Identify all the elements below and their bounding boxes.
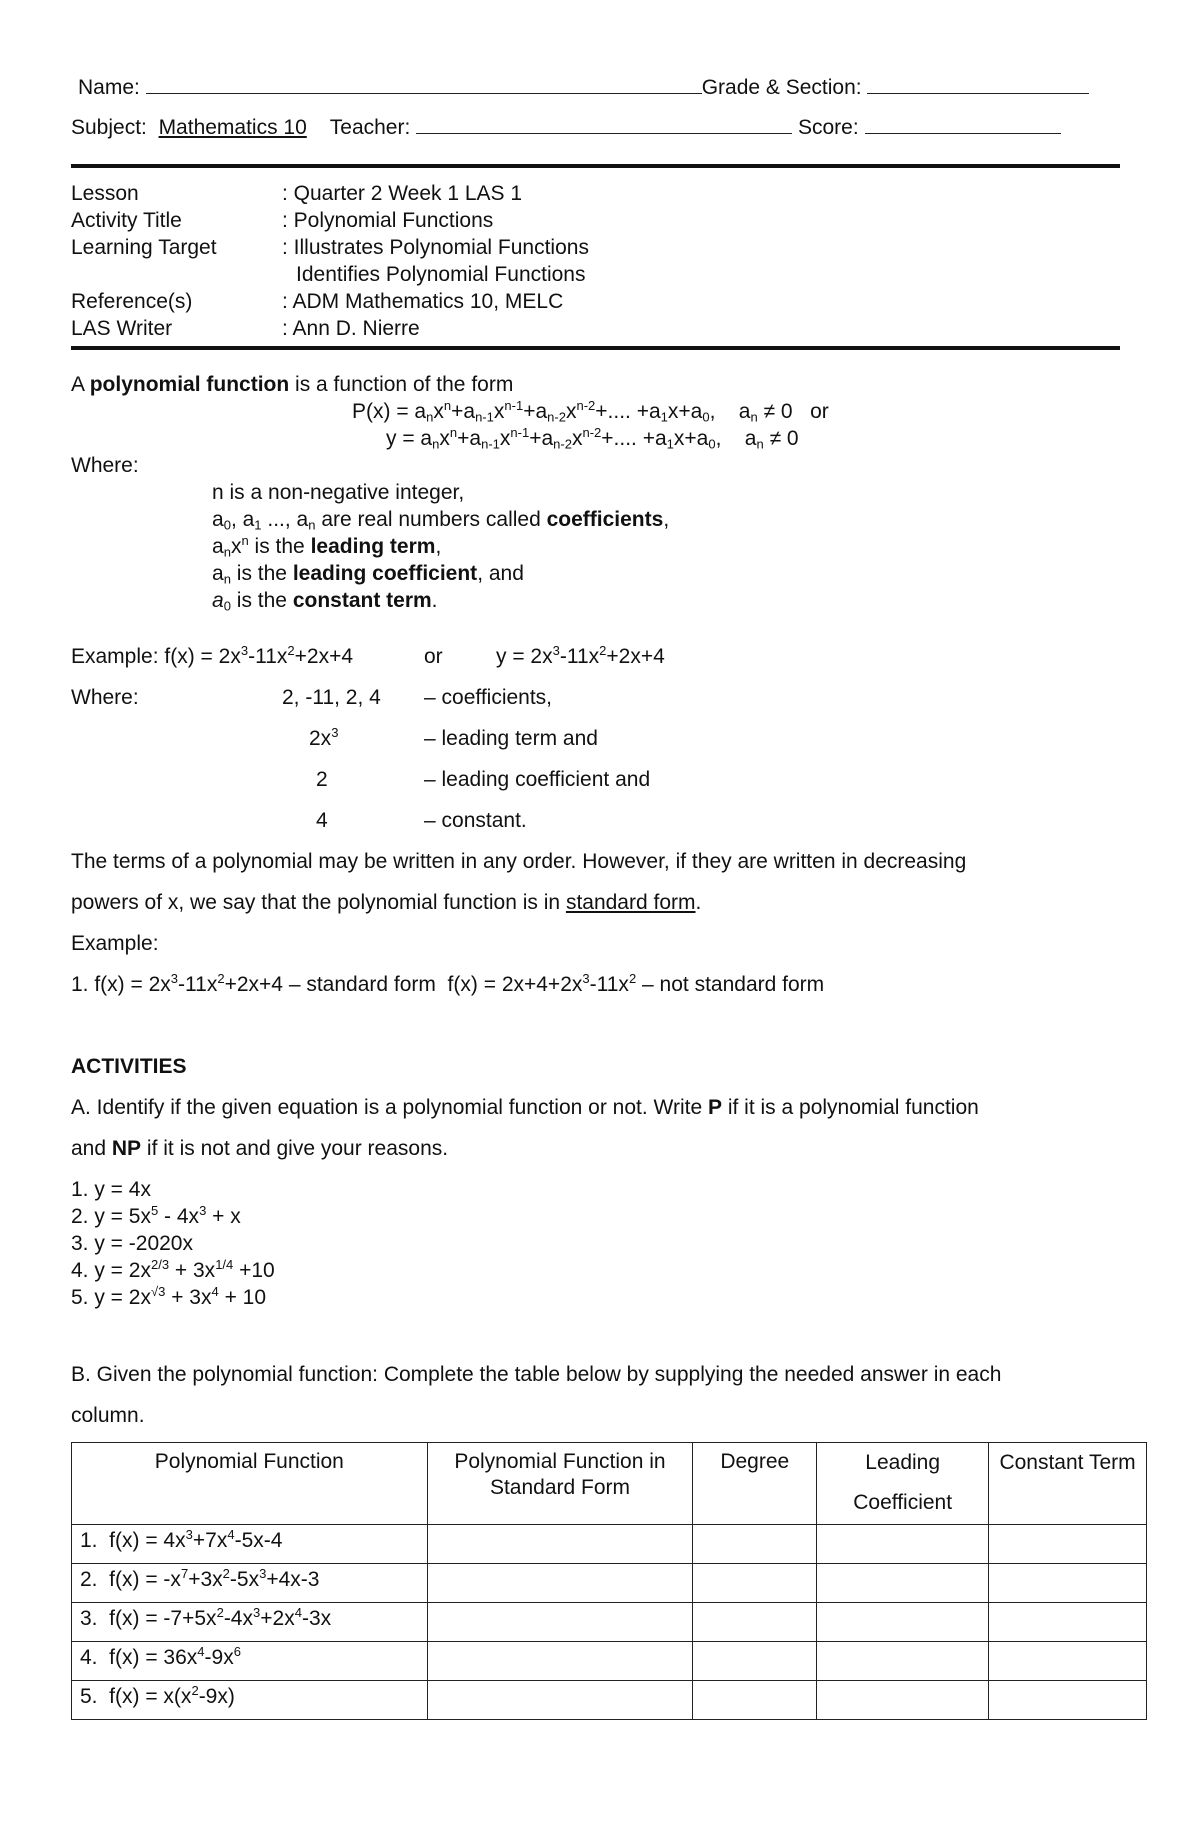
answer-cell[interactable]: [693, 1564, 817, 1603]
example-lead-term: $2x^3$: [309, 724, 339, 750]
grade-section-label: Grade & Section:: [701, 76, 862, 99]
table-row: [72, 1642, 1147, 1681]
general-form-1: $P(x) = a_nx^n+a_{n-1}x^{n-1}+a_{n-2}x^{n-2}+$.... $+a_1x+a_0$, $a_n \ne 0$ or: [352, 397, 829, 425]
table-row: [72, 1603, 1147, 1642]
activity-b-line-1: B. Given the polynomial function: Complete the table below by supplying the needed answer in each: [71, 1363, 1002, 1386]
subject-label: Subject:: [71, 116, 147, 139]
standard-form-para-2: powers of x, we say that the polynomial function is in standard form.: [71, 891, 702, 914]
info-value: : Illustrates Polynomial Functions: [282, 236, 589, 259]
score-label: Score:: [798, 116, 859, 139]
activity-b-line-2: column.: [71, 1404, 145, 1427]
name-label: Name:: [78, 76, 140, 99]
term-polynomial-function: polynomial function: [89, 373, 290, 396]
answer-cell[interactable]: [427, 1603, 693, 1642]
answer-cell[interactable]: [817, 1603, 989, 1642]
name-field[interactable]: [146, 75, 702, 94]
grade-section-field[interactable]: [867, 75, 1089, 94]
example-lead-coef-desc: – leading coefficient and: [424, 768, 651, 791]
answer-cell[interactable]: [989, 1525, 1147, 1564]
header-polynomial-function: Polynomial Function: [72, 1443, 428, 1525]
answer-cell[interactable]: [817, 1681, 989, 1720]
answer-cell[interactable]: [989, 1681, 1147, 1720]
table-row: [72, 1681, 1147, 1720]
example-const-desc: – constant.: [424, 809, 527, 832]
name-row: [78, 75, 1089, 98]
answer-cell[interactable]: [817, 1525, 989, 1564]
answer-cell[interactable]: [989, 1603, 1147, 1642]
function-cell: 1. $f(x) = 4x^3+7x^4-5x-4$: [72, 1525, 428, 1564]
info-label: Lesson: [71, 182, 139, 205]
where-label: Where:: [71, 454, 139, 477]
answer-cell[interactable]: [989, 1564, 1147, 1603]
example-where-label: Where:: [71, 686, 139, 709]
info-label: Learning Target: [71, 236, 217, 259]
answer-cell[interactable]: [693, 1525, 817, 1564]
answer-cell[interactable]: [693, 1681, 817, 1720]
info-value: : ADM Mathematics 10, MELC: [282, 290, 564, 313]
def-leading-coefficient: $a_n$ is the leading coefficient, and: [212, 562, 524, 587]
activity-a-item: 1. y = 4x: [71, 1178, 151, 1201]
example-equation: Example: $f(x) = 2x^3-11x^2+2x+4$: [71, 642, 354, 668]
table-header-row: [72, 1443, 1147, 1525]
teacher-field[interactable]: [416, 115, 792, 134]
info-value: : Polynomial Functions: [282, 209, 494, 232]
activity-a-line-2: and NP if it is not and give your reasons.: [71, 1137, 449, 1160]
info-value: : Ann D. Nierre: [282, 317, 420, 340]
info-label: Reference(s): [71, 290, 193, 313]
header-standard-form: Polynomial Function in Standard Form: [427, 1443, 693, 1525]
info-value: : Quarter 2 Week 1 LAS 1: [282, 182, 523, 205]
header-degree: Degree: [693, 1443, 817, 1525]
answer-cell[interactable]: [427, 1681, 693, 1720]
teacher-label: Teacher:: [329, 116, 411, 139]
table-row: [72, 1525, 1147, 1564]
activities-title: ACTIVITIES: [71, 1055, 187, 1078]
activity-a-item: 5. $y = 2x^{√3} + 3x^4 + 10$: [71, 1283, 267, 1309]
activity-b-table: [71, 1442, 1147, 1720]
function-cell: 5. $f(x) = x(x^2-9x)$: [72, 1681, 428, 1720]
example-lead-desc: – leading term and: [424, 727, 598, 750]
activity-a-item: 3. y = -2020x: [71, 1232, 193, 1255]
example-coef-desc: – coefficients,: [424, 686, 553, 709]
activity-a-item: 4. $y = 2x^{2/3} + 3x^{1/4} +10$: [71, 1256, 275, 1282]
function-cell: 2. $f(x) = -x^7+3x^2-5x^3+4x-3$: [72, 1564, 428, 1603]
header-constant-term: Constant Term: [989, 1443, 1147, 1525]
definition-intro: A polynomial function is a function of the form: [71, 373, 514, 396]
top-divider: [71, 164, 1120, 168]
example-coef-values: 2, -11, 2, 4: [282, 686, 381, 709]
answer-cell[interactable]: [693, 1642, 817, 1681]
example-lead-coef-value: 2: [316, 768, 328, 791]
general-form-2: $y = a_nx^n+a_{n-1}x^{n-1}+a_{n-2}x^{n-2}+$.... $+a_1x+a_0$, $a_n \ne 0$: [386, 424, 799, 452]
example2-label: Example:: [71, 932, 159, 955]
example-const-value: 4: [316, 809, 328, 832]
answer-cell[interactable]: [817, 1642, 989, 1681]
score-field[interactable]: [865, 115, 1061, 134]
answer-cell[interactable]: [817, 1564, 989, 1603]
subject-row: [71, 115, 1061, 138]
subject-value: Mathematics 10: [158, 116, 307, 139]
def-leading-term: $a_nx^n$ is the leading term,: [212, 532, 442, 560]
info-value: Identifies Polynomial Functions: [296, 263, 586, 286]
answer-cell[interactable]: [427, 1642, 693, 1681]
info-divider: [71, 346, 1120, 350]
def-coefficients: $a_0$, $a_1$ ..., $a_n$ are real numbers called coefficients,: [212, 508, 670, 533]
table-row: [72, 1564, 1147, 1603]
header-leading-coefficient: Leading Coefficient: [817, 1443, 989, 1525]
def-constant-term: $a_0$ is the constant term.: [212, 589, 438, 614]
example-equation-y: $y = 2x^3-11x^2+2x+4$: [496, 642, 665, 668]
function-cell: 3. $f(x) = -7+5x^2-4x^3+2x^4-3x$: [72, 1603, 428, 1642]
function-cell: 4. $f(x) = 36x^4-9x^6$: [72, 1642, 428, 1681]
answer-cell[interactable]: [693, 1603, 817, 1642]
answer-cell[interactable]: [427, 1564, 693, 1603]
def-n: n is a non-negative integer,: [212, 481, 465, 504]
example2-line: 1. $f(x) = 2x^3-11x^2+2x+4$ – standard form $f(x) = 2x+4+2x^3-11x^2$ – not standard form: [71, 970, 825, 996]
activity-a-line-1: A. Identify if the given equation is a polynomial function or not. Write P if it is a polynomial function: [71, 1096, 979, 1119]
answer-cell[interactable]: [989, 1642, 1147, 1681]
standard-form-para-1: The terms of a polynomial may be written in any order. However, if they are written in decreasing: [71, 850, 967, 873]
info-label: LAS Writer: [71, 317, 173, 340]
example-or: or: [424, 645, 443, 668]
activity-a-item: 2. $y = 5x^5 - 4x^3 + x$: [71, 1202, 241, 1228]
answer-cell[interactable]: [427, 1525, 693, 1564]
info-label: Activity Title: [71, 209, 182, 232]
